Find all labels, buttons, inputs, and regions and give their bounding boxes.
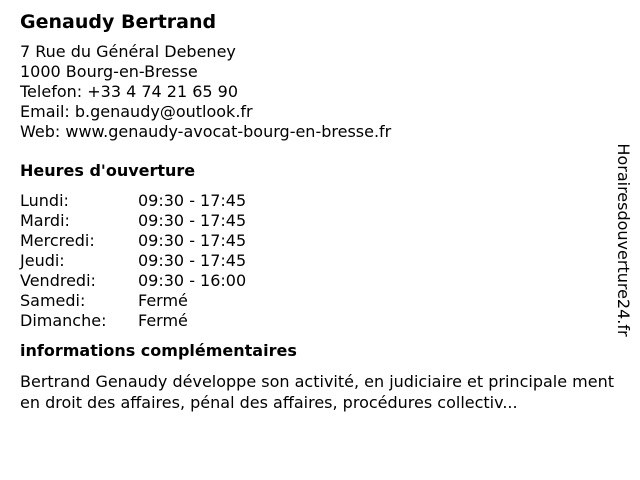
address-city: 1000 Bourg-en-Bresse <box>20 62 198 81</box>
contact-block <box>20 42 615 142</box>
business-name: Genaudy Bertrand <box>20 11 217 33</box>
address-street: 7 Rue du Général Debeney <box>20 42 236 61</box>
hours-time: 09:30 - 17:45 <box>138 251 247 270</box>
hours-day: Mardi: <box>20 211 70 230</box>
email-line: Email: b.genaudy@outlook.fr <box>20 102 253 121</box>
info-description: Bertrand Genaudy développe son activité, en judiciaire et principale ment en droit des affaires, pénal des affaires, procédures collectiv... <box>20 372 614 412</box>
hours-row-mercredi <box>20 231 615 251</box>
hours-time: 09:30 - 17:45 <box>138 231 247 250</box>
hours-time: Fermé <box>138 291 188 310</box>
hours-day: Vendredi: <box>20 271 96 290</box>
hours-day: Lundi: <box>20 191 69 210</box>
hours-day: Jeudi: <box>20 251 65 270</box>
hours-day: Samedi: <box>20 291 86 310</box>
hours-time: Fermé <box>138 311 188 330</box>
hours-time: 09:30 - 17:45 <box>138 211 247 230</box>
hours-title: Heures d'ouverture <box>20 161 196 180</box>
hours-row-vendredi <box>20 271 615 291</box>
hours-row-lundi <box>20 191 615 211</box>
hours-row-mardi <box>20 211 615 231</box>
hours-row-jeudi <box>20 251 615 271</box>
site-watermark: Horairesdouverture24.fr <box>614 143 633 337</box>
phone-line: Telefon: +33 4 74 21 65 90 <box>20 82 239 101</box>
hours-day: Dimanche: <box>20 311 107 330</box>
web-line: Web: www.genaudy-avocat-bourg-en-bresse.fr <box>20 122 392 141</box>
hours-time: 09:30 - 17:45 <box>138 191 247 210</box>
info-title: informations complémentaires <box>20 341 297 360</box>
hours-table <box>20 191 615 331</box>
hours-row-dimanche <box>20 311 615 331</box>
business-card <box>20 10 615 413</box>
hours-day: Mercredi: <box>20 231 95 250</box>
hours-time: 09:30 - 16:00 <box>138 271 247 290</box>
hours-row-samedi <box>20 291 615 311</box>
